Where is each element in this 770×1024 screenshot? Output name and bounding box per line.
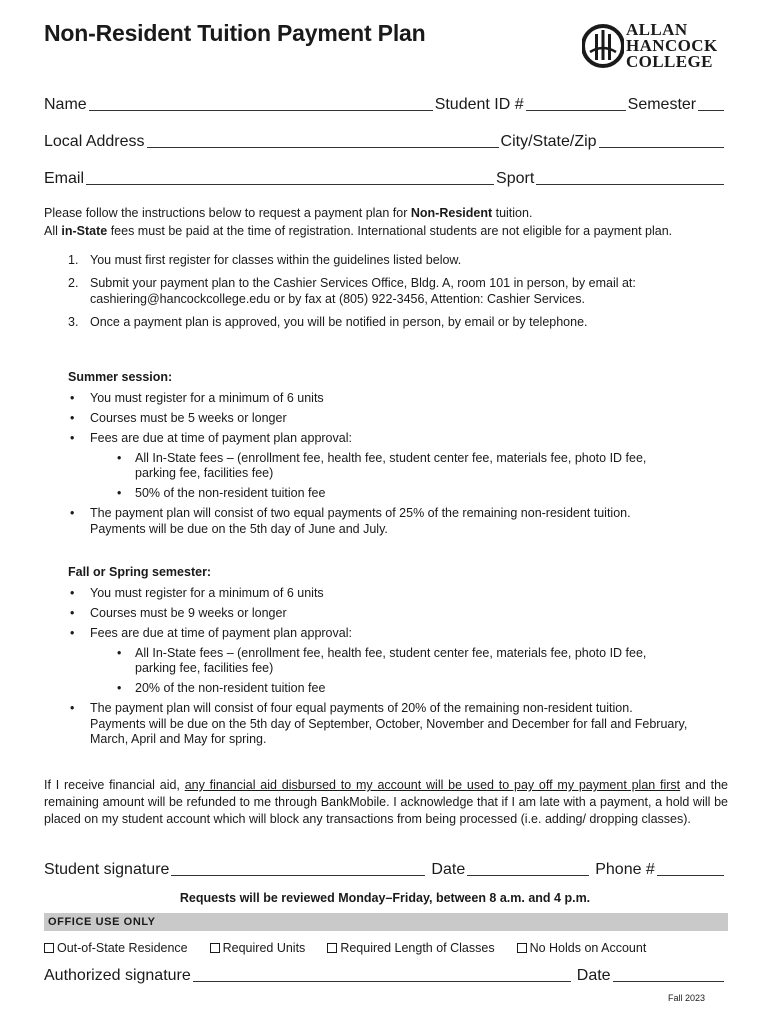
checkbox-required-units[interactable]: [210, 941, 306, 955]
bullet-icon: •: [70, 506, 75, 520]
bullet-icon: •: [117, 450, 122, 465]
checkbox-label: Required Units: [222, 941, 306, 955]
checkbox-required-length[interactable]: [327, 941, 494, 955]
fall-spring-heading: Fall or Spring semester:: [68, 565, 212, 579]
email-sport-row: [44, 170, 726, 188]
checkbox-icon[interactable]: [517, 943, 527, 953]
intro-text: fees must be paid at the time of registration. International students are not eligible for a payment plan.: [107, 224, 673, 238]
college-logo-icon: [582, 22, 624, 70]
step-text: Once a payment plan is approved, you will be notified in person, by email or by telephone.: [90, 315, 588, 329]
checkbox-icon[interactable]: [44, 943, 54, 953]
list-item-text: All In-State fees – (enrollment fee, health fee, student center fee, materials fee, photo ID fee, parking fee, facilities fee): [135, 645, 647, 675]
name-field[interactable]: [89, 109, 433, 111]
intro-line-2: [44, 223, 728, 240]
logo-line: HANCOCK: [626, 36, 718, 55]
name-label: Name: [44, 96, 87, 113]
college-logo-text: [626, 22, 718, 70]
intro-text: Please follow the instructions below to request a payment plan for: [44, 206, 411, 220]
intro-bold: Non-Resident: [410, 206, 493, 220]
step-number: 1.: [68, 253, 79, 267]
summer-heading: Summer session:: [68, 370, 173, 384]
bullet-icon: •: [70, 391, 75, 405]
bullet-icon: •: [117, 681, 122, 695]
office-checkboxes: [44, 941, 728, 955]
summer-fee-list: [90, 451, 688, 502]
checkbox-label: Required Length of Classes: [340, 941, 495, 955]
office-date-field[interactable]: [613, 980, 724, 982]
student-signature-field[interactable]: [171, 874, 425, 876]
city-state-zip-label: City/State/Zip: [500, 133, 597, 150]
bullet-icon: •: [117, 486, 122, 500]
bullet-icon: •: [70, 701, 75, 715]
sport-label: Sport: [496, 170, 535, 187]
logo-line: COLLEGE: [626, 52, 713, 71]
office-use-heading: OFFICE USE ONLY: [48, 916, 156, 928]
phone-field[interactable]: [657, 874, 724, 876]
list-item: [68, 586, 688, 602]
intro-text: tuition.: [492, 206, 533, 220]
step-number: 2.: [68, 276, 79, 290]
instruction-step: [68, 252, 708, 268]
list-item-text: Courses must be 9 weeks or longer: [90, 606, 287, 620]
checkbox-label: Out-of-State Residence: [57, 941, 188, 955]
city-state-zip-field[interactable]: [599, 146, 724, 148]
logo-line: ALLAN: [626, 20, 688, 39]
checkbox-no-holds[interactable]: [517, 941, 647, 955]
semester-label: Semester: [627, 96, 697, 113]
list-item: [68, 391, 688, 407]
email-field[interactable]: [86, 183, 494, 185]
list-item-text: Fees are due at time of payment plan approval:: [90, 431, 352, 445]
page-title: Non-Resident Tuition Payment Plan: [44, 20, 426, 46]
date-field[interactable]: [467, 874, 589, 876]
summer-bullets: [68, 391, 688, 542]
list-item-text: Courses must be 5 weeks or longer: [90, 411, 287, 425]
instruction-step: [68, 314, 708, 330]
checkbox-icon[interactable]: [210, 943, 220, 953]
office-date-label: Date: [576, 967, 611, 984]
list-item: [114, 646, 688, 677]
instruction-steps: [68, 252, 708, 337]
list-item: [68, 411, 688, 427]
bullet-icon: •: [70, 411, 75, 425]
local-address-field[interactable]: [147, 146, 499, 148]
bullet-icon: •: [117, 645, 122, 660]
list-item-text: You must register for a minimum of 6 units: [90, 391, 324, 405]
intro-line-1: [44, 205, 728, 222]
checkbox-out-of-state[interactable]: [44, 941, 188, 955]
fall-spring-fee-list: [90, 646, 688, 697]
step-number: 3.: [68, 315, 79, 329]
student-id-label: Student ID #: [434, 96, 524, 113]
statement-text: If I receive financial aid,: [44, 778, 185, 792]
list-item-text: The payment plan will consist of two equal payments of 25% of the remaining non-resident tuition. Payments will be due on the 5th day of June and July.: [90, 506, 631, 536]
student-id-field[interactable]: [526, 109, 626, 111]
financial-aid-statement: [44, 777, 728, 828]
authorized-signature-row: [44, 967, 726, 985]
step-text: Submit your payment plan to the Cashier Services Office, Bldg. A, room 101 in person, by email at: cashiering@hancockcollege.edu or by fax at (805) 922-3456, Attention: Cashier Services.: [90, 276, 636, 306]
form-version: Fall 2023: [668, 993, 706, 1003]
instruction-step: [68, 275, 708, 307]
authorized-signature-field[interactable]: [193, 980, 571, 982]
list-item-text: 20% of the non-resident tuition fee: [135, 681, 326, 695]
statement-text: and the remaining amount will be refunded to me through BankMobile. I acknowledge that if I am late with a payment, a hold will be placed on my student account which will block any transactions from being processed (i.e. adding/ dropping classes).: [44, 778, 728, 826]
checkbox-label: No Holds on Account: [529, 941, 647, 955]
list-item: [68, 606, 688, 622]
date-label: Date: [431, 861, 466, 878]
semester-field[interactable]: [698, 109, 724, 111]
statement-underlined: any financial aid disbursed to my account will be used to pay off my payment plan first: [184, 778, 681, 792]
review-hours-note: Requests will be reviewed Monday–Friday, between 8 a.m. and 4 p.m.: [179, 891, 591, 905]
list-item-text: 50% of the non-resident tuition fee: [135, 486, 326, 500]
signature-row: [44, 861, 726, 879]
college-logo: [582, 22, 752, 76]
list-item: [68, 506, 688, 537]
list-item-text: You must register for a minimum of 6 units: [90, 586, 324, 600]
list-item-text: All In-State fees – (enrollment fee, health fee, student center fee, materials fee, photo ID fee, parking fee, facilities fee): [135, 450, 647, 480]
list-item: [68, 701, 688, 748]
sport-field[interactable]: [536, 183, 724, 185]
intro-bold: in-State: [61, 224, 108, 238]
name-id-semester-row: [44, 96, 726, 114]
address-row: [44, 133, 726, 151]
step-text: You must first register for classes within the guidelines listed below.: [90, 253, 462, 267]
list-item-text: The payment plan will consist of four equal payments of 20% of the remaining non-resident tuition. Payments will be due on the 5th day of September, October, November and December for fall and February, March, April and May for spring.: [90, 701, 688, 746]
authorized-signature-label: Authorized signature: [44, 967, 191, 984]
local-address-label: Local Address: [44, 133, 145, 150]
bullet-icon: •: [70, 626, 75, 640]
list-item: [68, 626, 688, 697]
office-use-bar: [44, 913, 728, 931]
bullet-icon: •: [70, 606, 75, 620]
checkbox-icon[interactable]: [327, 943, 337, 953]
bullet-icon: •: [70, 586, 75, 600]
phone-label: Phone #: [595, 861, 655, 878]
intro-text: All: [44, 224, 62, 238]
list-item-text: Fees are due at time of payment plan approval:: [90, 626, 352, 640]
list-item: [114, 681, 688, 697]
list-item: [68, 431, 688, 502]
list-item: [114, 486, 688, 502]
bullet-icon: •: [70, 431, 75, 445]
list-item: [114, 451, 688, 482]
fall-spring-bullets: [68, 586, 688, 752]
student-signature-label: Student signature: [44, 861, 170, 878]
email-label: Email: [44, 170, 85, 187]
